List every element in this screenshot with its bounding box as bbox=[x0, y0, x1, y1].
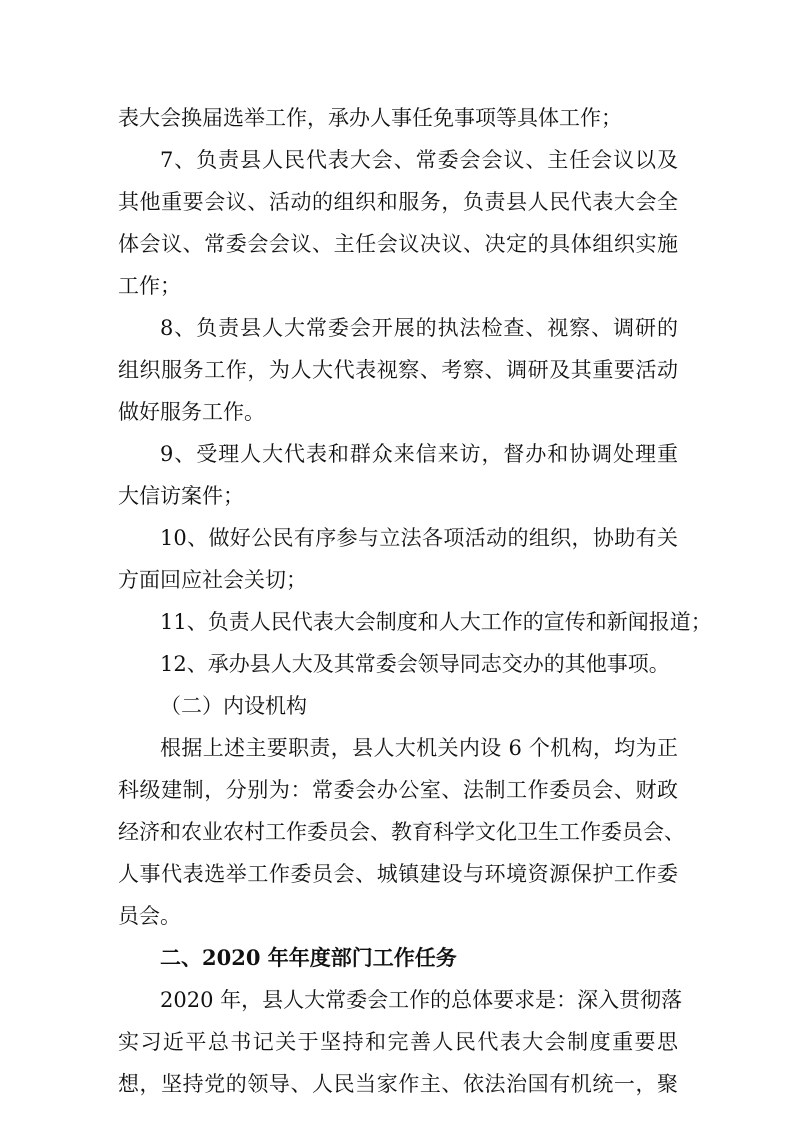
section-heading: 二、2020 年年度部门工作任务 bbox=[160, 945, 457, 970]
section-subheading: （二）内设机构 bbox=[160, 694, 307, 718]
text-line: 组织服务工作，为人大代表视察、考察、调研及其重要活动 bbox=[118, 358, 678, 382]
text-line: 2020 年，县人大常委会工作的总体要求是：深入贯彻落 bbox=[160, 988, 683, 1012]
text-line: 11、负责人民代表大会制度和人大工作的宣传和新闻报道； bbox=[160, 610, 712, 634]
text-line: 其他重要会议、活动的组织和服务，负责县人民代表大会全 bbox=[118, 190, 678, 214]
text-line: 9、受理人大代表和群众来信来访，督办和协调处理重 bbox=[160, 442, 678, 466]
text-line: 12、承办县人大及其常委会领导同志交办的其他事项。 bbox=[160, 652, 670, 676]
text-line: 想，坚持党的领导、人民当家作主、依法治国有机统一，聚 bbox=[118, 1072, 678, 1096]
document-body bbox=[118, 97, 712, 1105]
text-line: 方面回应社会关切； bbox=[118, 568, 307, 592]
text-line: 员会。 bbox=[118, 904, 181, 928]
text-line: 实习近平总书记关于坚持和完善人民代表大会制度重要思 bbox=[118, 1030, 678, 1054]
text-line: 科级建制，分别为：常委会办公室、法制工作委员会、财政 bbox=[118, 778, 678, 802]
text-line: 8、负责县人大常委会开展的执法检查、视察、调研的 bbox=[160, 316, 678, 340]
text-line: 根据上述主要职责，县人大机关内设 6 个机构，均为正 bbox=[160, 736, 678, 760]
text-line: 人事代表选举工作委员会、城镇建设与环境资源保护工作委 bbox=[118, 862, 678, 886]
text-line: 工作； bbox=[118, 274, 181, 298]
text-line: 做好服务工作。 bbox=[118, 400, 265, 424]
text-line: 表大会换届选举工作，承办人事任免事项等具体工作； bbox=[118, 106, 622, 130]
text-line: 大信访案件； bbox=[118, 484, 244, 508]
text-line: 体会议、常委会会议、主任会议决议、决定的具体组织实施 bbox=[118, 232, 678, 256]
text-line: 10、做好公民有序参与立法各项活动的组织，协助有关 bbox=[160, 526, 678, 550]
text-line: 7、负责县人民代表大会、常委会会议、主任会议以及 bbox=[160, 148, 678, 172]
text-line: 经济和农业农村工作委员会、教育科学文化卫生工作委员会、 bbox=[118, 820, 685, 844]
